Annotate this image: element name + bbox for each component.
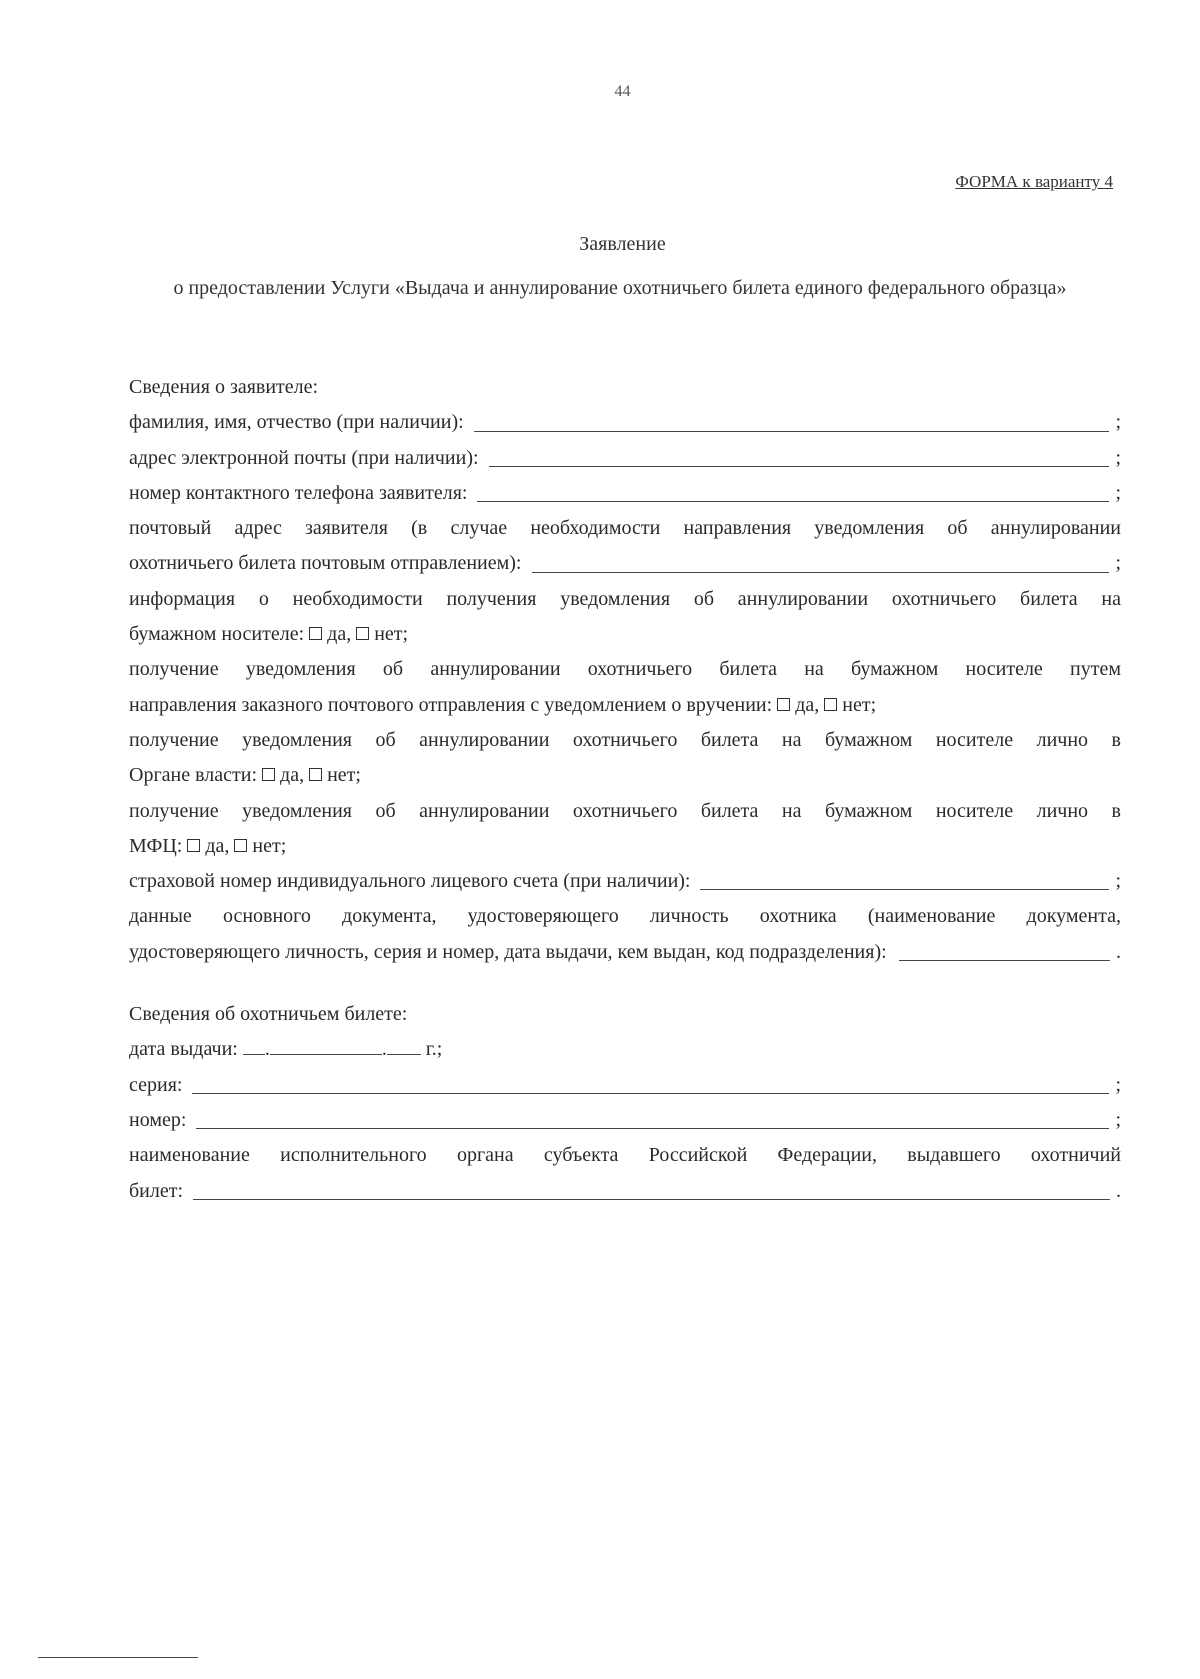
applicant-heading: Сведения о заявителе: — [129, 376, 319, 398]
semicolon: ; — [1115, 1073, 1121, 1096]
issue-date-row — [129, 1032, 1121, 1067]
authority-label: Органе власти: — [129, 764, 258, 787]
id-doc-row-2 — [129, 935, 1121, 970]
phone-label: номер контактного телефона заявителя: — [129, 481, 468, 504]
page-number: 44 — [614, 83, 631, 100]
paper-no-checkbox[interactable] — [356, 627, 369, 640]
semicolon: ; — [1115, 552, 1121, 575]
mfc-no-checkbox[interactable] — [234, 839, 247, 852]
fio-row — [129, 405, 1121, 440]
issuing-authority-row-1: наименование исполнительного органа субъекта Российской Федерации, выдавшего охотничий — [129, 1144, 1121, 1167]
phone-field[interactable] — [477, 501, 1109, 502]
number-field[interactable] — [196, 1128, 1109, 1129]
number-label: номер: — [129, 1108, 187, 1131]
yes-label: да, — [327, 623, 352, 646]
form-body — [129, 370, 1121, 1209]
yes-label: да, — [205, 834, 230, 857]
postal-row-2 — [129, 546, 1121, 581]
snils-row — [129, 864, 1121, 899]
year-suffix: г.; — [425, 1038, 443, 1061]
issuing-authority-label: билет: — [129, 1179, 184, 1202]
authority-row-1: получение уведомления об аннулировании охотничьего билета на бумажном носителе лично в — [129, 728, 1121, 751]
mfc-row-1: получение уведомления об аннулировании охотничьего билета на бумажном носителе лично в — [129, 799, 1121, 822]
series-field[interactable] — [192, 1093, 1109, 1094]
ticket-heading: Сведения об охотничьем билете: — [129, 1003, 408, 1026]
id-doc-label: удостоверяющего личность, серия и номер, дата выдачи, кем выдан, код подразделения): — [129, 940, 887, 963]
mfc-row-2 — [129, 829, 1121, 864]
semicolon: ; — [1115, 446, 1121, 469]
no-label: нет; — [374, 623, 409, 646]
paper-info-row-1: информация о необходимости получения уведомления об аннулировании охотничьего билета на — [129, 587, 1121, 610]
paper-yes-checkbox[interactable] — [309, 627, 322, 640]
form-reference: ФОРМА к варианту 4 — [955, 172, 1113, 191]
footnote-separator — [38, 1657, 198, 1658]
ticket-heading-row — [129, 997, 1121, 1032]
fio-label: фамилия, имя, отчество (при наличии): — [129, 411, 464, 434]
id-doc-field[interactable] — [899, 960, 1110, 961]
phone-row — [129, 476, 1121, 511]
mail-no-checkbox[interactable] — [824, 698, 837, 711]
authority-yes-checkbox[interactable] — [262, 768, 275, 781]
mail-row-2 — [129, 688, 1121, 723]
series-label: серия: — [129, 1073, 183, 1096]
paper-info-label: бумажном носителе: — [129, 623, 305, 646]
paper-info-row-2 — [129, 617, 1121, 652]
number-row — [129, 1103, 1121, 1138]
date-dot: . — [264, 1038, 270, 1061]
authority-no-checkbox[interactable] — [309, 768, 322, 781]
no-label: нет; — [327, 764, 361, 787]
series-row — [129, 1068, 1121, 1103]
mail-row-1: получение уведомления об аннулировании охотничьего билета на бумажном носителе путем — [129, 658, 1121, 681]
semicolon: ; — [1115, 1108, 1121, 1131]
document-title: Заявление — [579, 233, 666, 255]
semicolon: ; — [1115, 481, 1121, 504]
mfc-label: МФЦ: — [129, 834, 183, 857]
semicolon: ; — [1115, 870, 1121, 893]
period: . — [1116, 940, 1121, 963]
issue-year-field[interactable] — [387, 1054, 421, 1055]
no-label: нет; — [252, 834, 287, 857]
fio-field[interactable] — [474, 431, 1110, 432]
issue-day-field[interactable] — [243, 1054, 265, 1055]
postal-label: охотничьего билета почтовым отправлением): — [129, 552, 522, 575]
postal-row-1: почтовый адрес заявителя (в случае необходимости направления уведомления об аннулировании — [129, 517, 1121, 540]
semicolon: ; — [1115, 411, 1121, 434]
id-doc-row-1: данные основного документа, удостоверяющего личность охотника (наименование документа, — [129, 905, 1121, 928]
issue-month-field[interactable] — [270, 1054, 382, 1055]
email-label: адрес электронной почты (при наличии): — [129, 446, 479, 469]
authority-row-2 — [129, 758, 1121, 793]
date-dot: . — [381, 1038, 387, 1061]
email-field[interactable] — [489, 466, 1110, 467]
mail-label: направления заказного почтового отправления с уведомлением о вручении: — [129, 693, 773, 716]
issuing-authority-row-2 — [129, 1174, 1121, 1209]
period: . — [1116, 1179, 1121, 1202]
document-subtitle: о предоставлении Услуги «Выдача и аннулирование охотничьего билета единого федерального образца» — [173, 277, 1067, 299]
email-row — [129, 441, 1121, 476]
yes-label: да, — [280, 764, 305, 787]
issuing-authority-field[interactable] — [193, 1199, 1110, 1200]
yes-label: да, — [795, 693, 820, 716]
snils-label: страховой номер индивидуального лицевого счета (при наличии): — [129, 870, 691, 893]
mfc-yes-checkbox[interactable] — [187, 839, 200, 852]
no-label: нет; — [842, 693, 877, 716]
snils-field[interactable] — [700, 889, 1109, 890]
postal-address-field[interactable] — [532, 572, 1110, 573]
mail-yes-checkbox[interactable] — [777, 698, 790, 711]
issue-date-label: дата выдачи: — [129, 1038, 238, 1061]
applicant-heading-row — [129, 370, 1121, 405]
